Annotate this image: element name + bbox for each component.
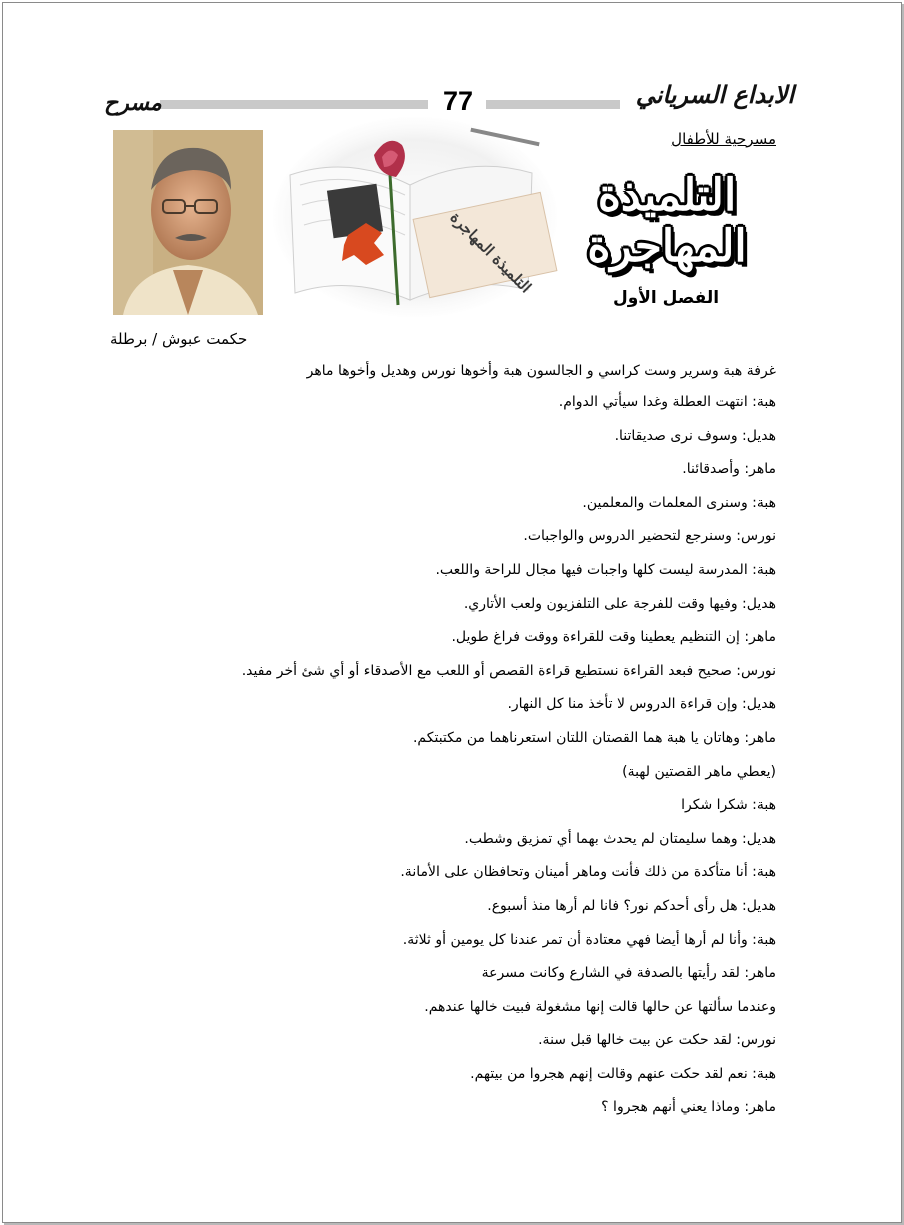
dialogue-line: هبة: انتهت العطلة وغدا سيأتي الدوام. [558, 394, 776, 410]
dialogue-line: هبة: نعم لقد حكت عنهم وقالت إنهم هجروا من بيتهم. [470, 1065, 776, 1082]
stage-direction: غرفة هبة وسرير وست كراسي و الجالسون هبة وأخوها نورس وهديل وأخوها ماهر [306, 363, 776, 379]
book-illustration [270, 115, 560, 320]
dialogue-line: ماهر: وأصدقائنا. [682, 461, 776, 478]
section-label: مسرح [104, 90, 162, 116]
header-rule-right [486, 100, 620, 109]
dialogue-line: هبة: أنا متأكدة من ذلك فأنت وماهر أمينان وتحافظان على الأمانة. [400, 864, 776, 881]
author-photo [113, 130, 263, 315]
dialogue-line: ماهر: وهاتان يا هبة هما القصتان اللتان استعرناهما من مكتبتكم. [412, 729, 776, 746]
stage-direction: (يعطي ماهر القصتين لهبة) [622, 763, 776, 780]
page-number: 77 [442, 86, 474, 116]
dialogue-line: هبة: وسنرى المعلمات والمعلمين. [582, 494, 776, 511]
dialogue-line: نورس: صحيح فبعد القراءة نستطيع قراءة القصص أو اللعب مع الأصدقاء أو أي شئ أخر مفيد. [241, 662, 776, 679]
dialogue-line: ماهر: إن التنظيم يعطينا وقت للقراءة ووقت فراغ طويل. [451, 629, 776, 646]
author-line: حكمت عبوش / برطلة [110, 330, 248, 348]
act-label: الفصل الأول [612, 288, 720, 308]
dialogue-line: هبة: وأنا لم أرها أيضا فهي معتادة أن تمر عندنا كل يومين أو ثلاثة. [402, 931, 776, 948]
book-label: التلميذة المهاجرة [446, 208, 535, 297]
header-rule-left [160, 100, 428, 109]
dialogue-line: هبة: المدرسة ليست كلها واجبات فيها مجال للراحة واللعب. [435, 561, 776, 578]
magazine-name: الابداع السرياني [635, 80, 794, 109]
dialogue-line: ماهر: لقد رأيتها بالصدفة في الشارع وكانت مسرعة [481, 965, 776, 982]
play-subtitle: مسرحية للأطفال [671, 130, 776, 148]
dialogue-line: هديل: وسوف نرى صديقاتنا. [614, 427, 776, 444]
play-title: التلميذة المهاجرة [587, 170, 747, 272]
dialogue-line: هديل: وإن قراءة الدروس لا تأخذ منا كل النهار. [507, 696, 776, 713]
dialogue-line: هديل: وهما سليمتان لم يحدث بهما أي تمزيق وشطب. [464, 830, 776, 847]
dialogue-line: نورس: وسنرجع لتحضير الدروس والواجبات. [523, 528, 776, 545]
dialogue-line: هبة: شكرا شكرا [681, 797, 776, 814]
dialogue-line: هديل: هل رأى أحدكم نور؟ فانا لم أرها منذ أسبوع. [487, 897, 776, 914]
play-text [76, 356, 776, 1125]
dialogue-line: ماهر: وماذا يعني أنهم هجروا ؟ [601, 1099, 776, 1116]
dialogue-line: وعندما سألتها عن حالها قالت إنها مشغولة فبيت خالها عندهم. [424, 998, 776, 1015]
dialogue-line: نورس: لقد حكت عن بيت خالها قبل سنة. [538, 1032, 776, 1049]
dialogue-line: هديل: وفيها وقت للفرجة على التلفزيون ولعب الأتاري. [463, 595, 776, 612]
